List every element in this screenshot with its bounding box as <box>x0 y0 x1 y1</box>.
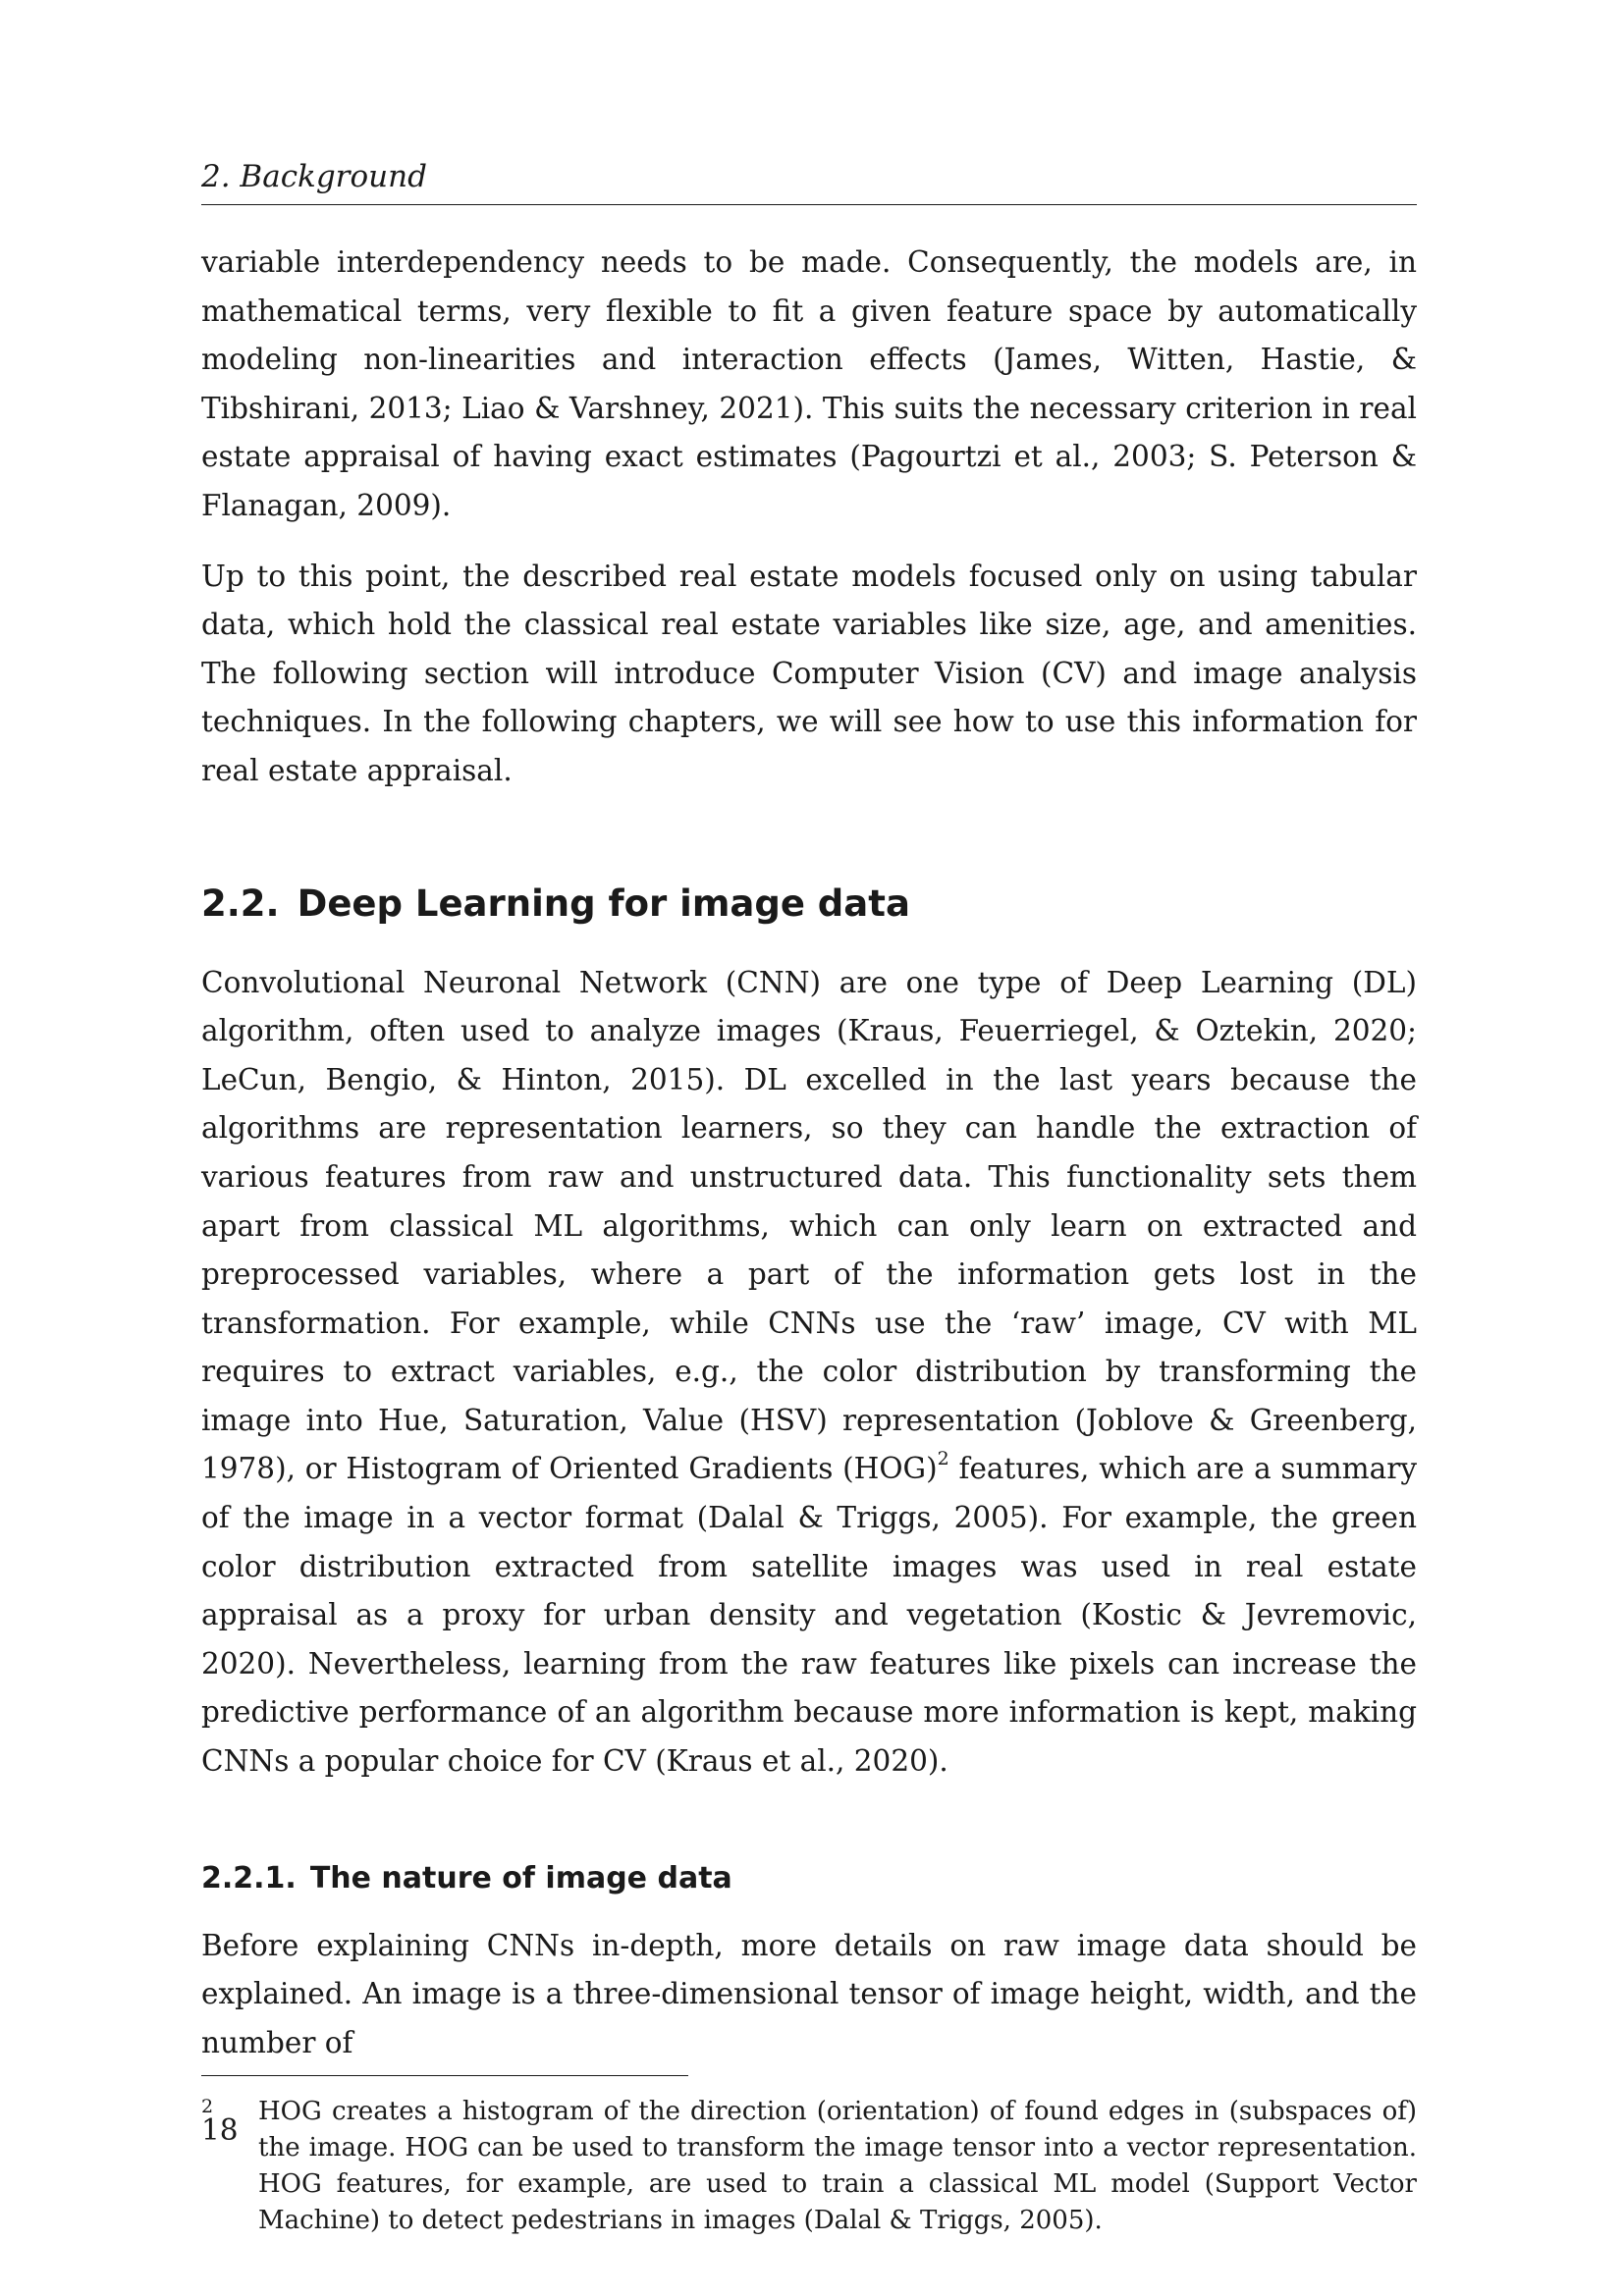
paragraph-image-data: Before explaining CNNs in-depth, more details on raw image data should be explained. An image is a three-dimensional tensor of image height, width, and the number of <box>201 1928 1417 2059</box>
footnote <box>201 2094 1417 2239</box>
footnote-reference: 2 <box>937 1447 949 1469</box>
subsection-title: The nature of image data <box>309 1860 732 1896</box>
paragraph-cnn-text-part2: features, which are a summary of the image in a vector format (Dalal & Triggs, 2005). For example, the green color distribution extracted from satellite images was used in real estate appraisal as a proxy for urban density and vegetation (Kostic & Jevremovic, 2020). Nevertheless, learning from the raw features like pixels can increase the predictive performance of an algorithm because more information is kept, making CNNs a popular choice for CV (Kraus et al., 2020). <box>201 1452 1417 1779</box>
subsection-heading <box>201 1859 1417 1898</box>
footnote-divider <box>201 2075 688 2076</box>
subsection-number: 2.2.1. <box>201 1860 297 1896</box>
footnote-text: HOG creates a histogram of the direction (orientation) of found edges in (subspaces of) the image. HOG can be used to transform the image tensor into a vector representation. HOG features, for example, are used to train a classical ML model (Support Vector Machine) to detect pedestrians in images (Dalal & Triggs, 2005). <box>258 2097 1417 2236</box>
paragraph-model-flexibility: variable interdependency needs to be made. Consequently, the models are, in mathematical terms, very flexible to fit a given feature space by automatically modeling non-linearities and interaction effects (James, Witten, Hastie, & Tibshirani, 2013; Liao & Varshney, 2021). This suits the necessary criterion in real estate appraisal of having exact estimates (Pagourtzi et al., 2003; S. Peterson & Flanagan, 2009). <box>201 245 1417 522</box>
page-number: 18 <box>201 2113 239 2147</box>
paragraph-cnn-intro <box>201 959 1417 1787</box>
footnote-mark: 2 <box>201 2096 214 2118</box>
page-body <box>201 157 1417 2239</box>
section-number: 2.2. <box>201 881 280 925</box>
section-heading <box>201 881 1417 928</box>
running-header: 2. Background <box>201 157 1417 205</box>
paragraph-cnn-text-part1: Convolutional Neuronal Network (CNN) are one type of Deep Learning (DL) algorithm, often used to analyze images (Kraus, Feuerriegel, & Oztekin, 2020; LeCun, Bengio, & Hinton, 2015). DL excelled in the last years because the algorithms are representation learners, so they can handle the extraction of various features from raw and unstructured data. This functionality sets them apart from classical ML algorithms, which can only learn on extracted and preprocessed variables, where a part of the information gets lost in the transformation. For example, while CNNs use the ‘raw’ image, CV with ML requires to extract variables, e.g., the color distribution by transforming the image into Hue, Saturation, Value (HSV) representation (Joblove & Greenberg, 1978), or Histogram of Oriented Gradients (HOG) <box>201 965 1417 1486</box>
section-title: Deep Learning for image data <box>297 881 910 925</box>
paragraph-tabular-data: Up to this point, the described real estate models focused only on using tabular data, which hold the classical real estate variables like size, age, and amenities. The following section will introduce Computer Vision (CV) and image analysis techniques. In the following chapters, we will see how to use this information for real estate appraisal. <box>201 559 1417 787</box>
